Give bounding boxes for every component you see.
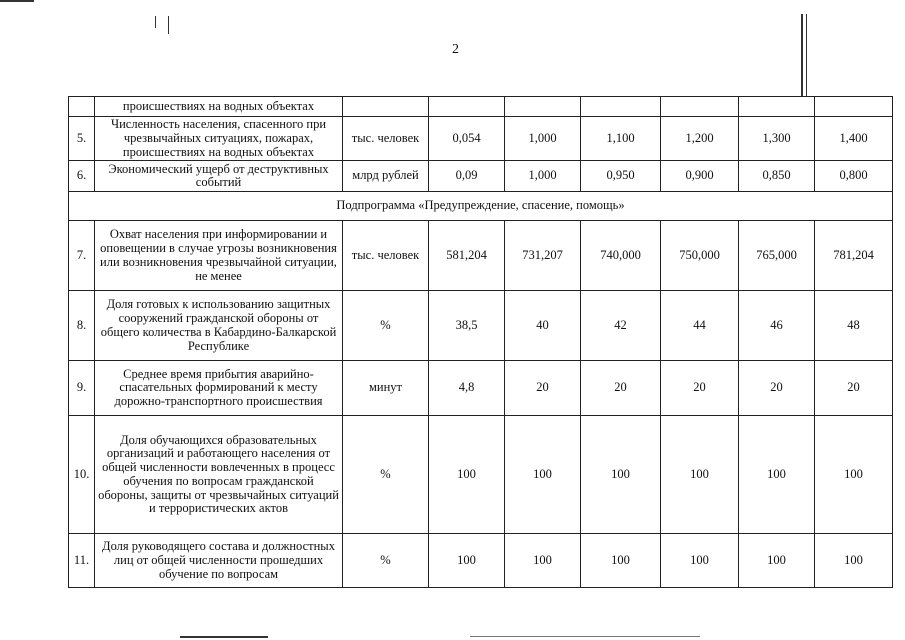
value-cell: 1,000 — [505, 117, 581, 161]
table-body-top — [69, 97, 893, 192]
value-cell: 0,800 — [815, 161, 893, 192]
value-cell: 100 — [815, 416, 893, 534]
value-cell: 0,850 — [739, 161, 815, 192]
unit-cell — [343, 97, 429, 117]
value-cell: 100 — [661, 534, 739, 588]
value-cell: 100 — [429, 416, 505, 534]
value-cell — [661, 97, 739, 117]
unit-cell: % — [343, 291, 429, 361]
value-cell: 100 — [739, 534, 815, 588]
value-cell — [581, 97, 661, 117]
value-cell: 46 — [739, 291, 815, 361]
indicators-table — [68, 96, 893, 588]
value-cell: 100 — [505, 534, 581, 588]
value-cell: 750,000 — [661, 221, 739, 291]
value-cell: 765,000 — [739, 221, 815, 291]
value-cell: 100 — [429, 534, 505, 588]
row-number: 11. — [69, 534, 95, 588]
table-row — [69, 97, 893, 117]
row-number: 9. — [69, 361, 95, 416]
indicator-name: Доля готовых к использованию защитных сооружений гражданской обороны от общего количества в Кабардино-Балкарской Республике — [95, 291, 343, 361]
value-cell: 1,200 — [661, 117, 739, 161]
value-cell: 100 — [505, 416, 581, 534]
value-cell: 44 — [661, 291, 739, 361]
value-cell: 4,8 — [429, 361, 505, 416]
unit-cell: минут — [343, 361, 429, 416]
unit-cell: % — [343, 416, 429, 534]
value-cell: 40 — [505, 291, 581, 361]
indicator-name: Доля обучающихся образовательных организаций и работающего населения от общей численности вовлеченных в процесс обучения по вопросам гражданской обороны, защиты от чрезвычайных ситуаций и террористических актов — [95, 416, 343, 534]
table-row — [69, 291, 893, 361]
value-cell: 0,950 — [581, 161, 661, 192]
value-cell — [429, 97, 505, 117]
table-row — [69, 221, 893, 291]
value-cell: 781,204 — [815, 221, 893, 291]
table-body-subprogram — [69, 192, 893, 221]
table-row — [69, 117, 893, 161]
row-number: 8. — [69, 291, 95, 361]
table-row — [69, 361, 893, 416]
value-cell: 100 — [815, 534, 893, 588]
unit-cell: млрд рублей — [343, 161, 429, 192]
value-cell: 1,400 — [815, 117, 893, 161]
row-number — [69, 97, 95, 117]
value-cell: 1,300 — [739, 117, 815, 161]
value-cell: 1,100 — [581, 117, 661, 161]
value-cell: 731,207 — [505, 221, 581, 291]
row-number: 7. — [69, 221, 95, 291]
value-cell: 42 — [581, 291, 661, 361]
row-number: 10. — [69, 416, 95, 534]
page-number: 2 — [452, 42, 459, 57]
value-cell: 100 — [581, 416, 661, 534]
value-cell: 100 — [661, 416, 739, 534]
value-cell: 0,054 — [429, 117, 505, 161]
table-row — [69, 161, 893, 192]
unit-cell: тыс. человек — [343, 117, 429, 161]
value-cell: 100 — [581, 534, 661, 588]
value-cell — [815, 97, 893, 117]
subprogram-row — [69, 192, 893, 221]
value-cell: 740,000 — [581, 221, 661, 291]
value-cell: 48 — [815, 291, 893, 361]
value-cell: 20 — [505, 361, 581, 416]
value-cell: 20 — [739, 361, 815, 416]
scan-mark-bottom-2 — [470, 636, 700, 637]
row-number: 5. — [69, 117, 95, 161]
value-cell: 100 — [739, 416, 815, 534]
value-cell: 0,900 — [661, 161, 739, 192]
table-body-bottom — [69, 221, 893, 588]
indicator-name: Среднее время прибытия аварийно-спасательных формирований к месту дорожно-транспортного происшествия — [95, 361, 343, 416]
value-cell: 38,5 — [429, 291, 505, 361]
indicator-name: Численность населения, спасенного при чрезвычайных ситуациях, пожарах, происшествиях на водных объектах — [95, 117, 343, 161]
value-cell: 20 — [581, 361, 661, 416]
indicator-name: Экономический ущерб от деструктивных событий — [95, 161, 343, 192]
unit-cell: % — [343, 534, 429, 588]
indicator-name: Охват населения при информировании и оповещении в случае угрозы возникновения или возникновения чрезвычайной ситуации, не менее — [95, 221, 343, 291]
subprogram-title: Подпрограмма «Предупреждение, спасение, помощь» — [69, 192, 893, 221]
value-cell: 20 — [661, 361, 739, 416]
unit-cell: тыс. человек — [343, 221, 429, 291]
scan-mark-right-1 — [801, 14, 803, 96]
table-row — [69, 416, 893, 534]
indicator-name: происшествиях на водных объектах — [95, 97, 343, 117]
scan-mark-top-left — [0, 0, 34, 2]
row-number: 6. — [69, 161, 95, 192]
value-cell: 581,204 — [429, 221, 505, 291]
scan-mark-vertical-2 — [168, 16, 169, 34]
value-cell: 0,09 — [429, 161, 505, 192]
indicator-name: Доля руководящего состава и должностных лиц от общей численности прошедших обучение по вопросам — [95, 534, 343, 588]
scan-mark-right-2 — [806, 14, 807, 96]
value-cell — [505, 97, 581, 117]
value-cell: 1,000 — [505, 161, 581, 192]
value-cell — [739, 97, 815, 117]
table-row — [69, 534, 893, 588]
scan-mark-bottom — [180, 636, 268, 638]
value-cell: 20 — [815, 361, 893, 416]
scan-mark-vertical-1 — [155, 16, 156, 28]
